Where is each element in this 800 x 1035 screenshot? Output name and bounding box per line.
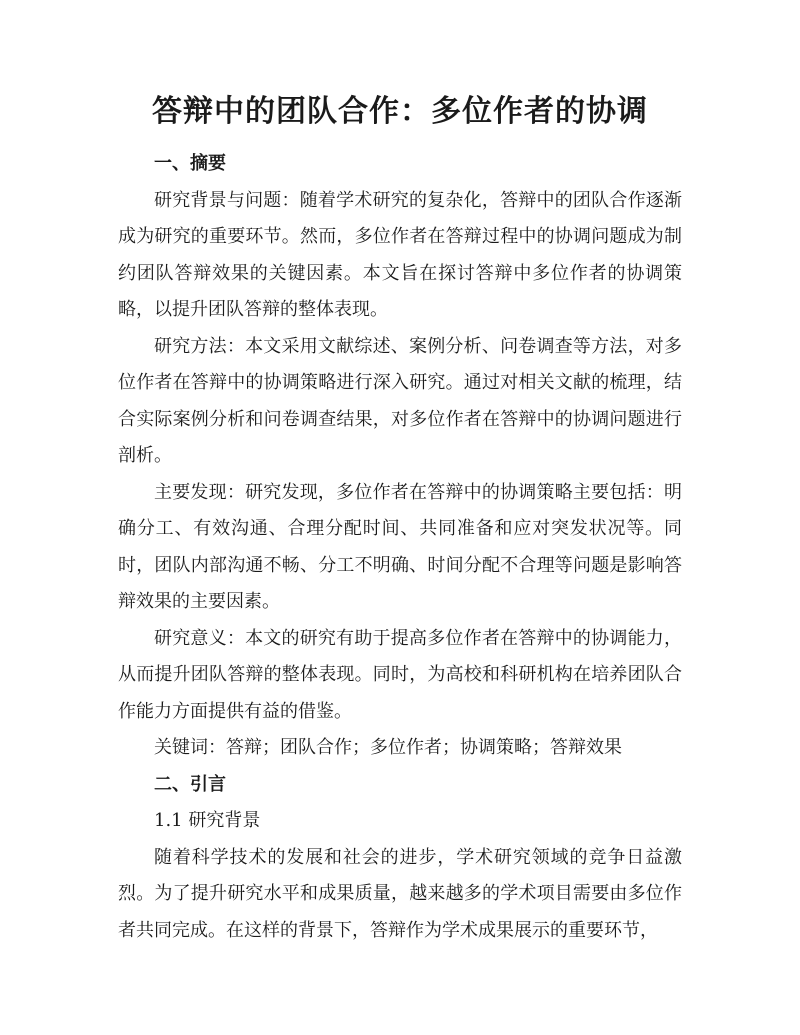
paragraph-methods: 研究方法：本文采用文献综述、案例分析、问卷调查等方法，对多位作者在答辩中的协调策略进行深入研究。通过对相关文献的梳理，结合实际案例分析和问卷调查结果，对多位作者在答辩中的协调问题进行剖析。	[118, 335, 682, 466]
document-body	[118, 146, 682, 949]
paragraph-introduction: 随着科学技术的发展和社会的进步，学术研究领域的竞争日益激烈。为了提升研究水平和成果质量，越来越多的学术项目需要由多位作者共同完成。在这样的背景下，答辩作为学术成果展示的重要环节，	[118, 846, 682, 941]
paragraph-findings: 主要发现：研究发现，多位作者在答辩中的协调策略主要包括：明确分工、有效沟通、合理分配时间、共同准备和应对突发状况等。同时，团队内部沟通不畅、分工不明确、时间分配不合理等问题是影响答辩效果的主要因素。	[118, 481, 682, 612]
paragraph-background: 研究背景与问题：随着学术研究的复杂化，答辩中的团队合作逐渐成为研究的重要环节。然而，多位作者在答辩过程中的协调问题成为制约团队答辩效果的关键因素。本文旨在探讨答辩中多位作者的协调策略，以提升团队答辩的整体表现。	[118, 189, 682, 320]
keywords-line: 关键词：答辩；团队合作；多位作者；协调策略；答辩效果	[154, 737, 622, 758]
paragraph-significance: 研究意义：本文的研究有助于提高多位作者在答辩中的协调能力，从而提升团队答辩的整体表现。同时，为高校和科研机构在培养团队合作能力方面提供有益的借鉴。	[118, 627, 682, 722]
subsection-heading-background: 1.1 研究背景	[154, 810, 261, 831]
section-heading-abstract: 一、摘要	[154, 153, 226, 174]
section-heading-introduction: 二、引言	[154, 773, 226, 795]
page-title: 答辩中的团队合作：多位作者的协调	[152, 94, 648, 129]
